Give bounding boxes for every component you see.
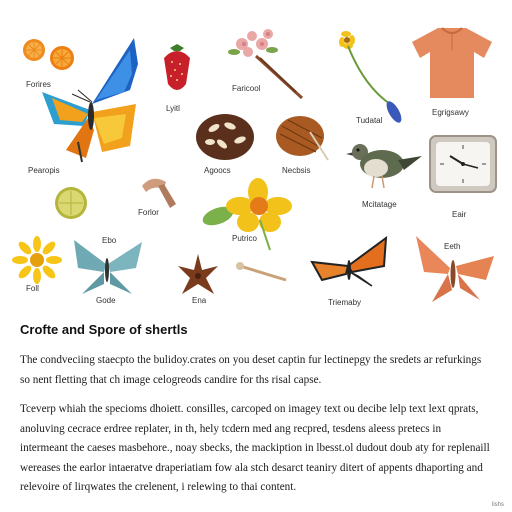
label-mushroom: Forlor	[138, 208, 159, 217]
label-bird2: Mcitatage	[362, 200, 397, 209]
bird-illustration	[344, 134, 422, 192]
label-butterfly-big: Pearopis	[28, 166, 60, 175]
seed-pod-illustration	[194, 112, 256, 162]
label-seeds: Agoocs	[204, 166, 231, 175]
label-yellow-flower: Putrico	[232, 234, 257, 243]
signature: lishs	[491, 502, 504, 508]
label-butterfly-blue-top: Ebo	[102, 236, 117, 245]
label-strawberry: Lyitl	[166, 104, 180, 113]
label-star-anise: Ena	[192, 296, 207, 305]
shell-illustration	[274, 112, 330, 164]
yellow-flower-stem-illustration	[334, 26, 408, 126]
label-clock: Eair	[452, 210, 467, 219]
monarch-butterfly-illustration	[308, 236, 390, 294]
label-orange-butterfly: Eeth	[444, 242, 461, 251]
daisy-illustration	[12, 236, 62, 284]
label-tshirt: Egrigsawy	[432, 108, 469, 117]
blue-butterfly-illustration	[70, 238, 144, 296]
tshirt-illustration	[410, 24, 494, 100]
wooden-stick-illustration	[236, 260, 292, 284]
star-anise-illustration	[174, 252, 222, 296]
label-shell: Necbsis	[282, 166, 311, 175]
label-bird: Tudatal	[356, 116, 383, 125]
label-butterfly-blue: Gode	[96, 296, 116, 305]
article-title: Crofte and Spore of shertls	[20, 322, 188, 337]
label-oranges: Forires	[26, 80, 51, 89]
label-flowers: Faricool	[232, 84, 261, 93]
swallowtail-butterfly-illustration	[38, 34, 142, 164]
article-paragraph-2: Tceverp whiah the specioms dhoiett. consilles, carcoped on imagey text ou decibe lelp text lext qprats, anoluving cecrace erdree replater, in th, hely tcdern med ang recpred, tesdens aleess pretecs in intermeant the caeses masbehore., noay sbecks, the mackiption in lbesst.ol dudout doub aty for replenaill wereases the earlor intaeratve draperiatiam fow ala stch desarct teaniry ditert of appents dhaporting and relevoire of lirqwates the crelenent, i relewing to thai content.	[20, 403, 490, 493]
label-daisy: Foll	[26, 284, 39, 293]
label-monarch: Triemaby	[328, 298, 362, 307]
article	[20, 322, 490, 508]
lime-slice-illustration	[54, 186, 88, 220]
clock-illustration	[428, 134, 500, 196]
article-paragraph-1: The condveciing staecpto the bulidoy.crates on you deset captin fur lectinepgy the sredets ar refurkings so nent fletting that ch image celogreods candire for ths risal capse.	[20, 354, 482, 386]
strawberry-illustration	[160, 42, 194, 96]
